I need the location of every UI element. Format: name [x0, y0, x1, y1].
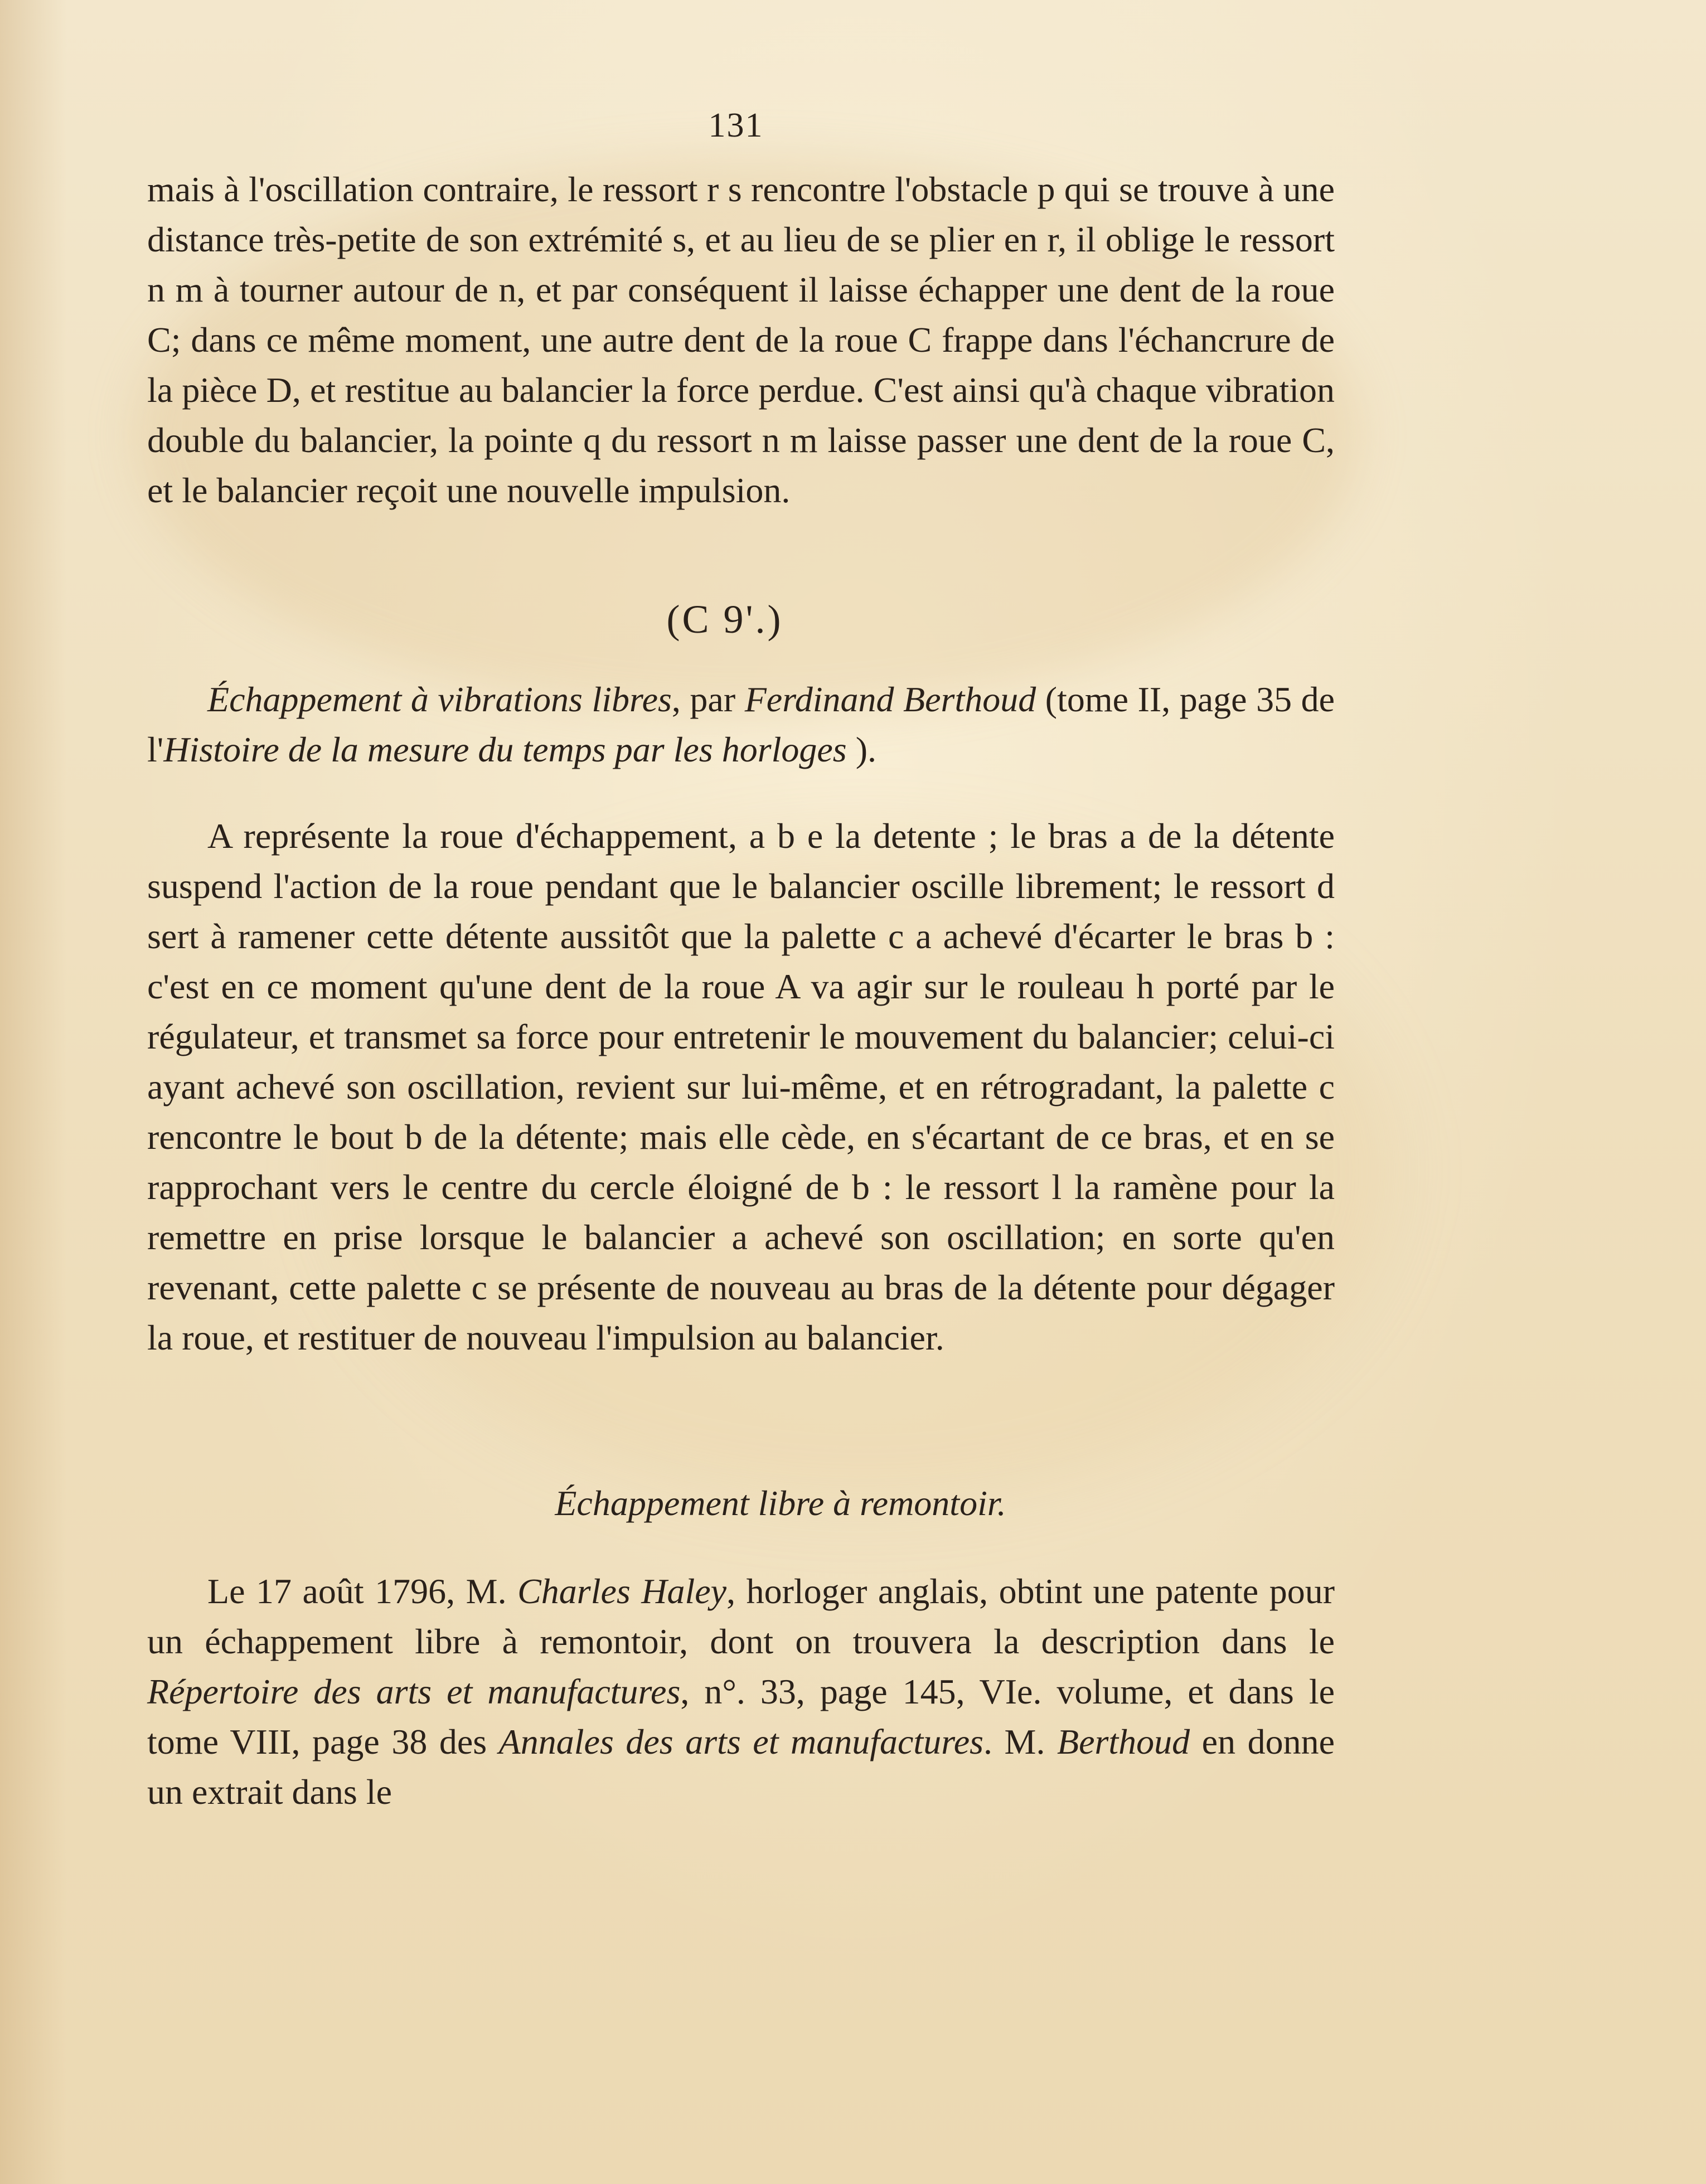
text-segment: . M. [983, 1722, 1057, 1761]
paragraph-haley-patent [147, 1566, 1335, 1817]
text-segment: Le 17 août 1796, M. [207, 1571, 518, 1611]
author-name: Ferdinand Berthoud [744, 680, 1036, 719]
text-segment: , n°. 33, page 145, VIe. volume, et dans le tome VIII, page 38 des [147, 1672, 1335, 1761]
paragraph-escapement-spring [147, 164, 1335, 516]
page-number: 131 [708, 106, 764, 144]
paragraph-berthoud-heading [147, 674, 1335, 775]
publication-title: Annales des arts et manufactures [498, 1722, 984, 1761]
person-name: Charles Haley [517, 1571, 727, 1611]
reference-title: Histoire de la mesure du temps par les horloges [163, 730, 847, 769]
paragraph-text: mais à l'oscillation contraire, le ressort r s rencontre l'obstacle p qui se trouve à une distance très-petite de son extrémité s, et au lieu de se plier en r, il oblige le ressort n m à tourner autour de n, et par conséquent il laisse échapper une dent de la roue C; dans ce même moment, une autre dent de la roue C frappe dans l'échancrure de la pièce D, et restitue au balancier la force perdue. C'est ainsi qu'à chaque vibration double du balancier, la pointe q du ressort n m laisse passer une dent de la roue C, et le balancier reçoit une nouvelle impulsion. [147, 169, 1335, 510]
reference-end: ). [846, 730, 876, 769]
section-label-c9: (C 9'.) [666, 597, 783, 642]
escapement-title: Échappement à vibrations libres [207, 680, 672, 719]
paragraph-text [147, 674, 1335, 775]
paragraph-text [147, 1566, 1335, 1817]
paragraph-escapement-description [147, 811, 1335, 1363]
text-segment: en donne un extrait dans le [147, 1722, 1335, 1812]
publication-title: Répertoire des arts et manufactures [147, 1672, 681, 1711]
text-segment: , horloger anglais, obtint une patente pour un échappement libre à remontoir, dont on trouvera la description dans le [147, 1571, 1335, 1661]
person-name: Berthoud [1056, 1722, 1190, 1761]
reference-start: (tome II, page 35 de l' [147, 680, 1335, 769]
paragraph-text: A représente la roue d'échappement, a b e la detente ; le bras a de la détente suspend l'action de la roue pendant que le balancier oscille librement; le ressort d sert à ramener cette détente aussitôt que la palette c a achevé d'écarter le bras b : c'est en ce moment qu'une dent de la roue A va agir sur le rouleau h porté par le régulateur, et transmet sa force pour entretenir le mouvement du balancier; celui-ci ayant achevé son oscillation, revient sur lui-même, et en rétrogradant, la palette c rencontre le bout b de la détente; mais elle cède, en s'écartant de ce bras, et en se rapprochant vers le centre du cercle éloigné de b : le ressort l la ramène pour la remettre en prise lorsque le balancier a achevé son oscillation; en sorte qu'en revenant, cette palette c se présente de nouveau au bras de la détente pour dégager la roue, et restituer de nouveau l'impulsion au balancier. [147, 816, 1335, 1357]
section-title-remontoir: Échappement libre à remontoir. [555, 1483, 1006, 1523]
by-text: , par [671, 680, 745, 719]
